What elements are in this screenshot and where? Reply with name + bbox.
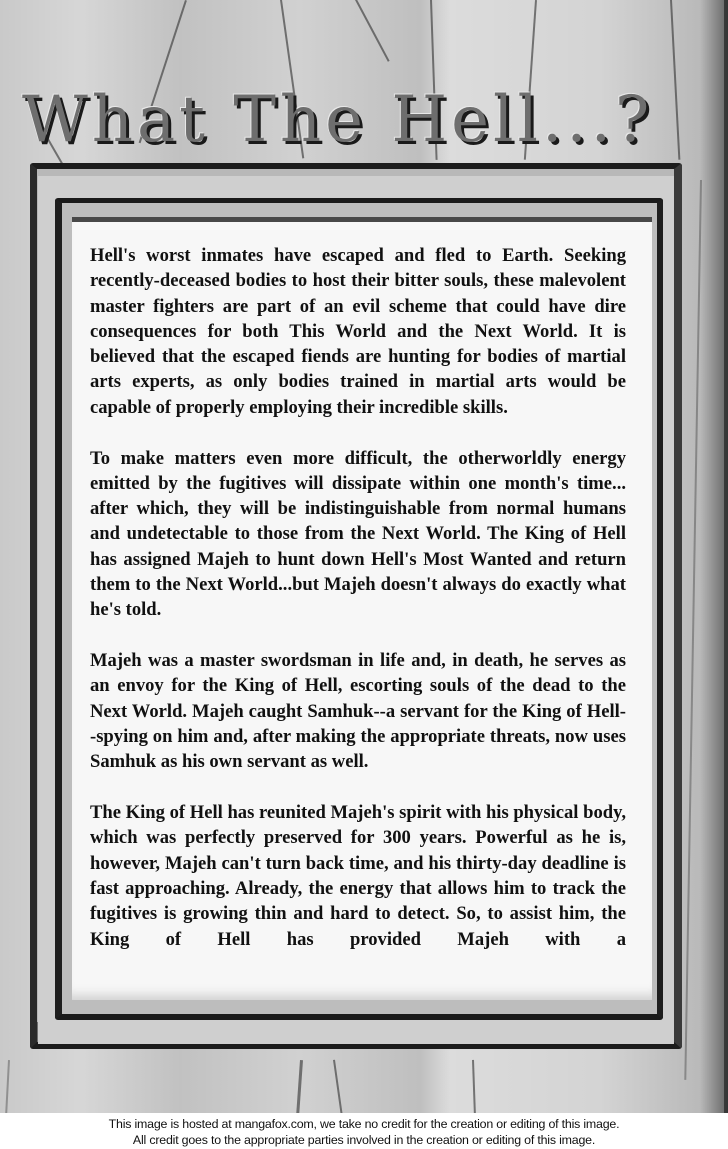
paragraph: Majeh was a master swordsman in life and, in death, he serves as an envoy for the King of Hell, escorting souls of the dead to the Next World. Majeh caught Samhuk--a servant for the King of Hell--spying on him and, after making the appropriate threats, now uses Samhuk as his own servant as well. [90,650,626,773]
page-title: What The Hell...? [22,83,654,157]
stone-crack [355,0,390,62]
paragraph: To make matters even more difficult, the otherworldly energy emitted by the fugitives will dissipate within one month's time... after which, they will be indistinguishable from normal humans and undetectable to those from the Next World. The King of Hell has assigned Majeh to hunt down Hell's Most Wanted and return them to the Next World...but Majeh doesn't always do exactly what he's told. [90,447,626,621]
hosting-disclaimer [0,1113,728,1149]
disclaimer-line-2: All credit goes to the appropriate parties involved in the creation or editing of this image. [132,1133,596,1147]
paragraph: The King of Hell has reunited Majeh's spirit with his physical body, which was perfectly preserved for 300 years. Powerful as he is, however, Majeh can't turn back time, and his thirty-day deadline is fast approaching. Already, the energy that allows him to track the fugitives is growing thin and hard to detect. So, to assist him, the King of Hell has provided Majeh with a [90,802,626,950]
stone-crack [333,1060,343,1113]
stone-crack [472,1060,476,1113]
disclaimer-line-1: This image is hosted at mangafox.com, we take no credit for the creation or editing of this image. [108,1117,620,1131]
stone-crack [296,1060,303,1113]
stone-crack [5,1060,10,1113]
page-edge-shadow [724,0,728,1113]
story-text [90,243,626,977]
paragraph: Hell's worst inmates have escaped and fled to Earth. Seeking recently-deceased bodies to host their bitter souls, these malevolent master fighters are part of an evil scheme that could have dire consequences for both This World and the Next World. It is believed that the escaped fiends are hunting for bodies of martial arts experts, as only bodies trained in martial arts would be capable of properly employing their incredible skills. [90,245,626,418]
stone-crack [684,180,702,1080]
